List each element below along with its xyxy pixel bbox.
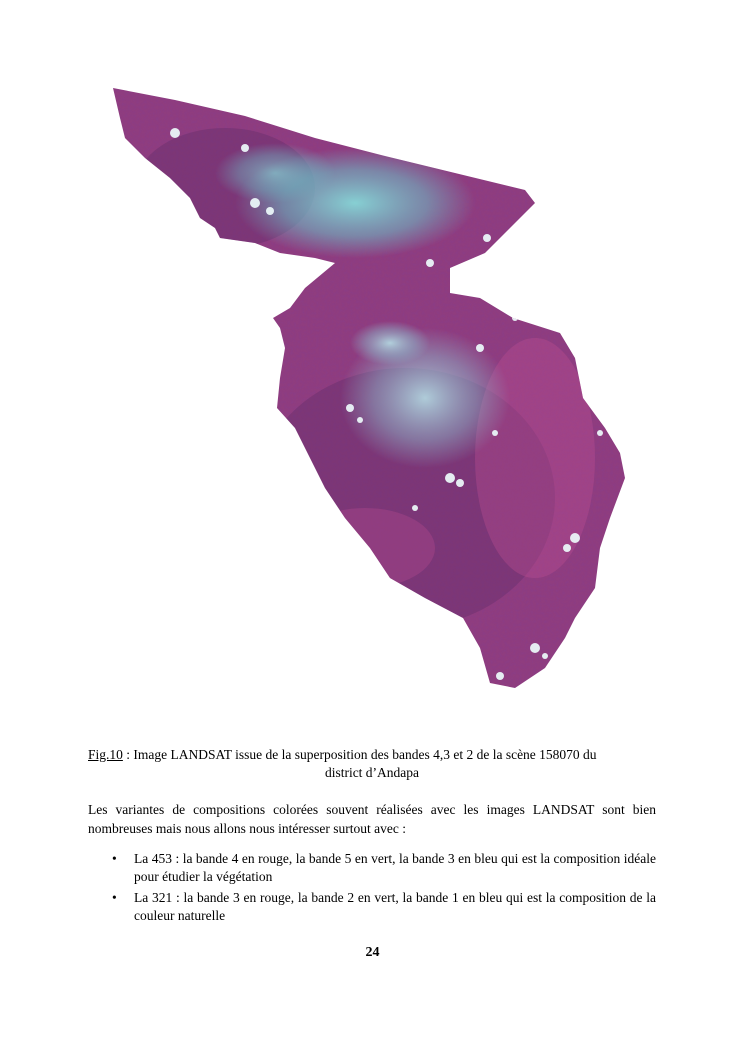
landsat-map-image bbox=[105, 78, 630, 693]
map-landmass bbox=[105, 78, 630, 693]
list-item bbox=[88, 850, 656, 886]
list-item-text: La 453 : la bande 4 en rouge, la bande 5 en vert, la bande 3 en bleu qui est la composition idéale pour étudier la végétation bbox=[134, 851, 656, 884]
caption-line-1: : Image LANDSAT issue de la superposition des bandes 4,3 et 2 de la scène 158070 du bbox=[122, 747, 597, 762]
figure-caption bbox=[88, 746, 656, 782]
caption-line-2: district d’Andapa bbox=[324, 765, 420, 780]
list-item bbox=[88, 889, 656, 925]
list-item-text: La 321 : la bande 3 en rouge, la bande 2 en vert, la bande 1 en bleu qui est la composition de la couleur naturelle bbox=[134, 890, 656, 923]
landsat-map-svg bbox=[105, 78, 630, 693]
bullet-icon: • bbox=[112, 890, 117, 905]
bullet-icon: • bbox=[112, 851, 117, 866]
bullet-list bbox=[88, 850, 656, 928]
page-number: 24 bbox=[365, 945, 380, 960]
figure-reference: Fig.10 bbox=[88, 747, 123, 762]
body-paragraph: Les variantes de compositions colorées souvent réalisées avec les images LANDSAT sont bien nombreuses mais nous allons nous intéresser surtout avec : bbox=[88, 802, 656, 836]
